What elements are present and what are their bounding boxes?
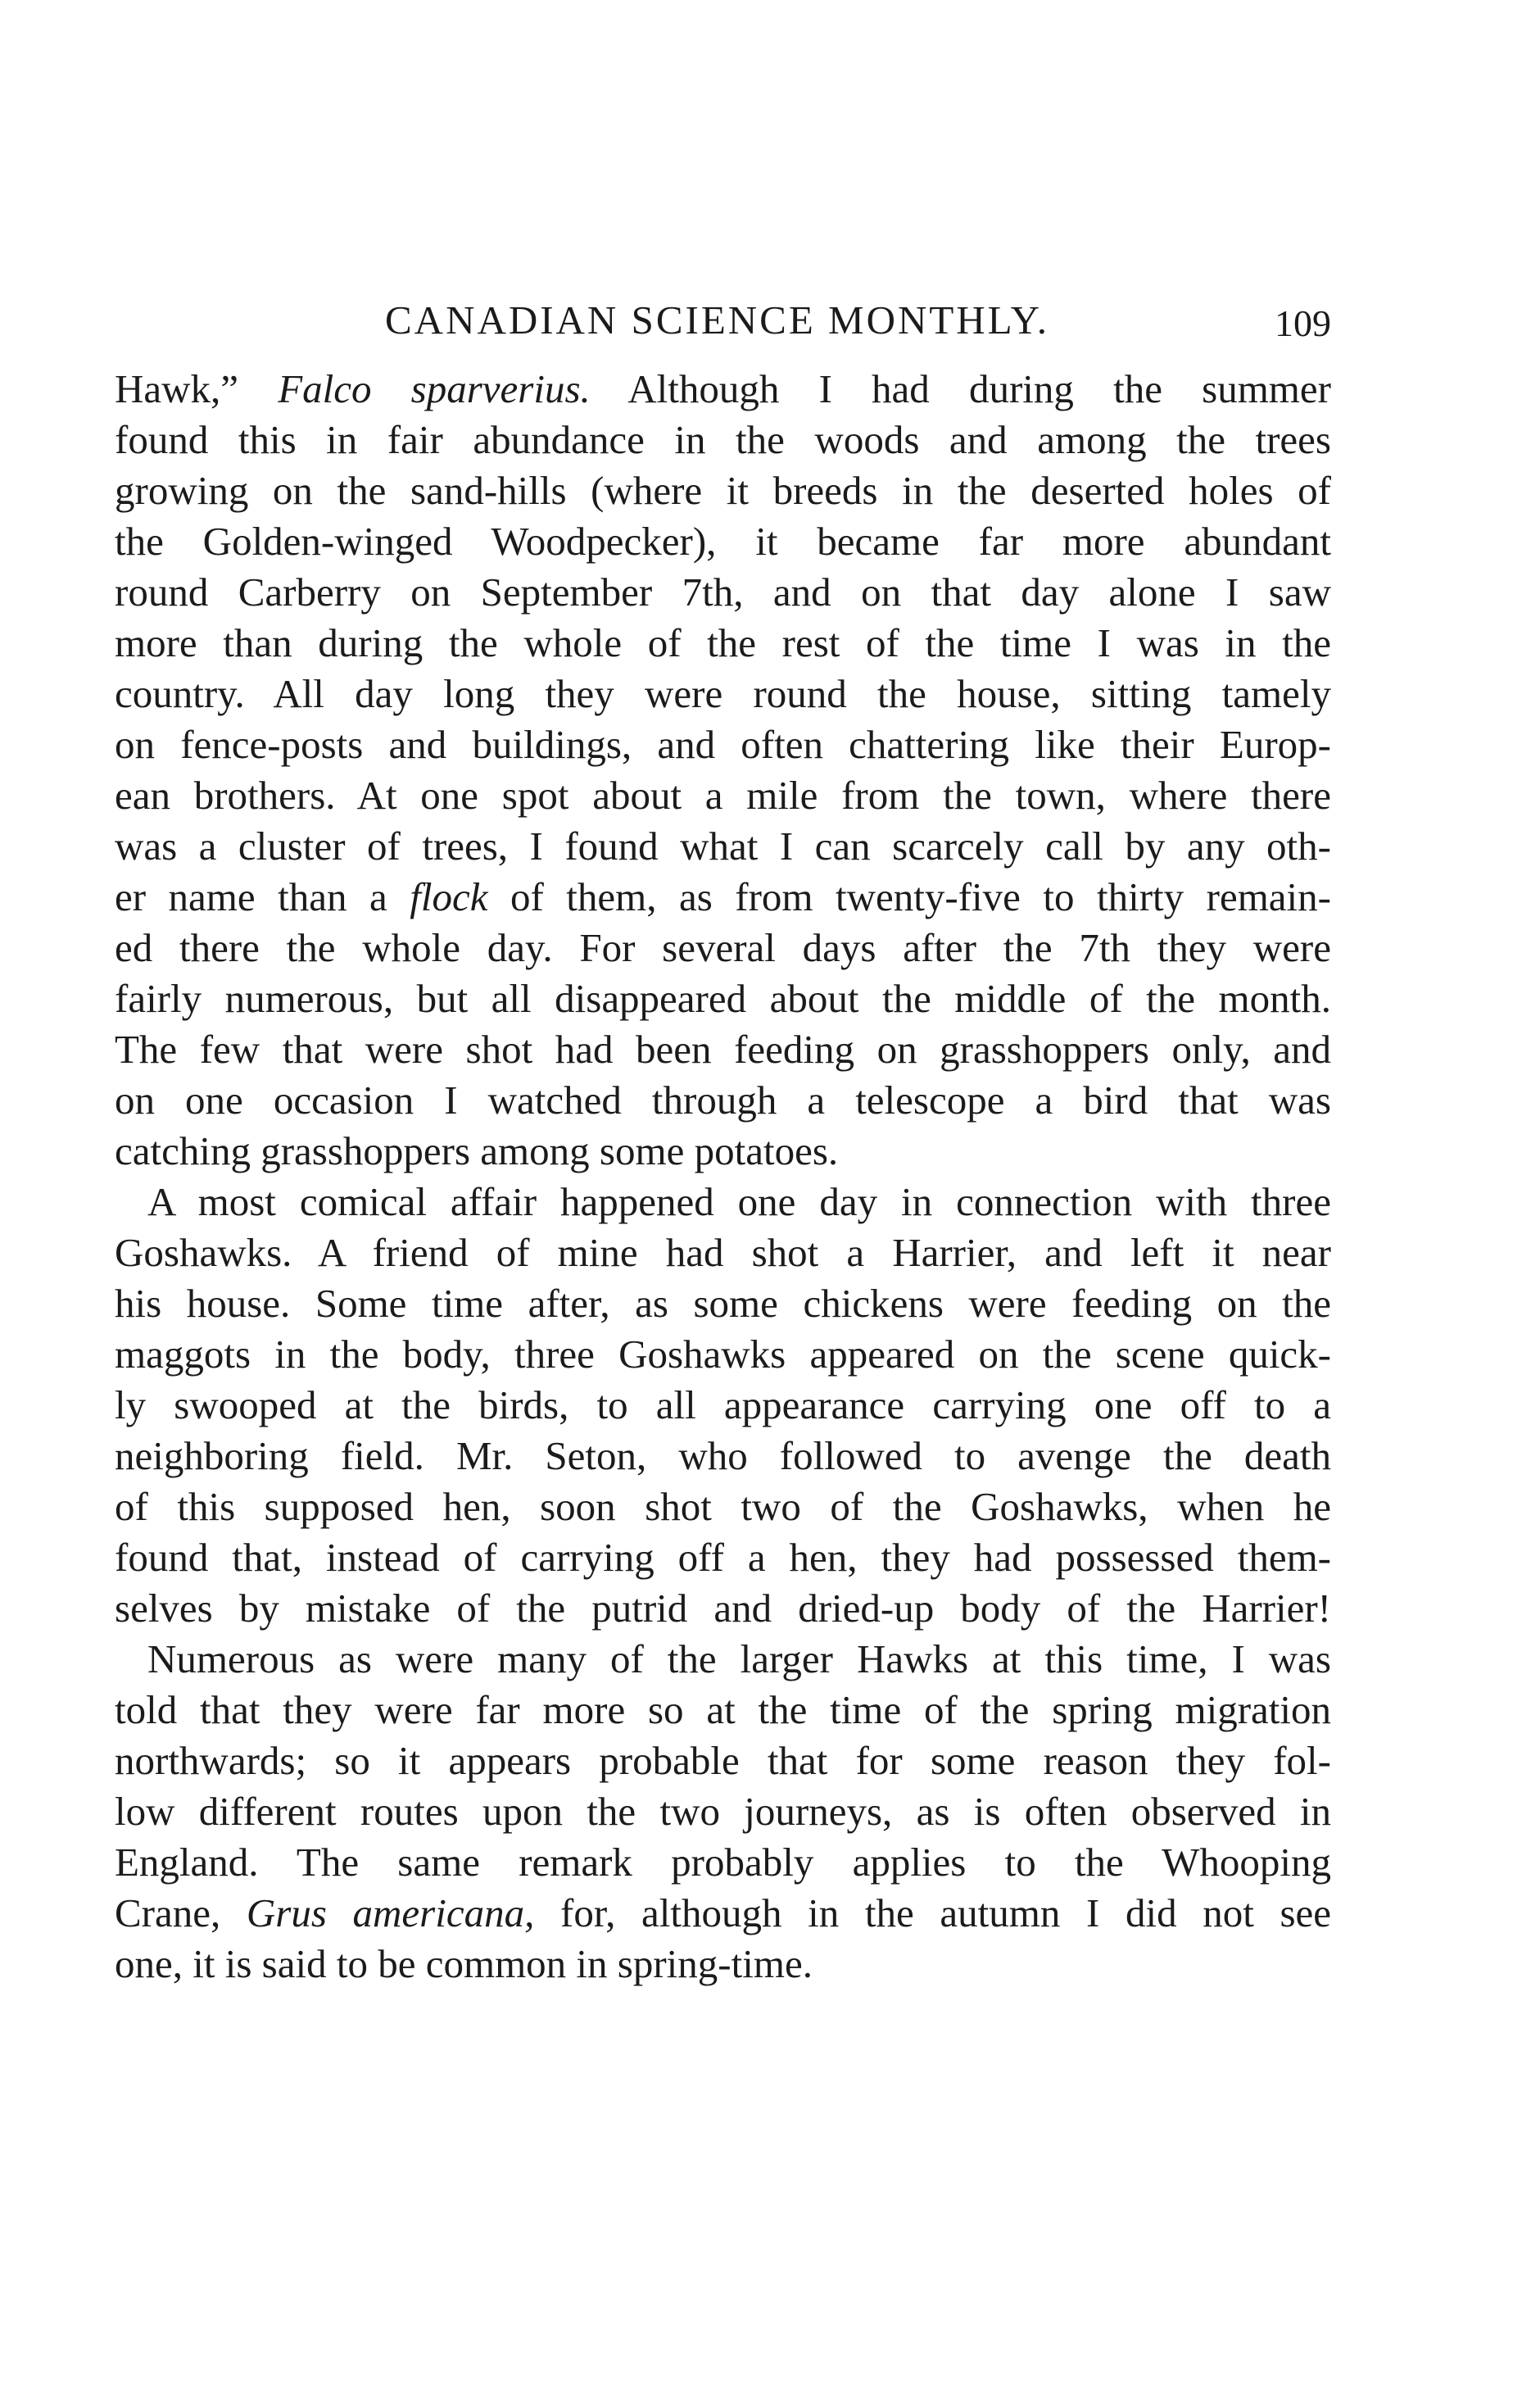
text-line: round Carberry on September 7th, and on that day alone I saw xyxy=(115,569,1331,615)
italic-species-name: Falco sparverius. xyxy=(278,366,591,411)
text-line: The few that were shot had been feeding on grasshoppers only, and xyxy=(115,1027,1331,1072)
text-line: the Golden-winged Woodpecker), it became far more abundant xyxy=(115,519,1331,564)
text-line: ly swooped at the birds, to all appearance carrying one off to a xyxy=(115,1382,1331,1427)
italic-species-name: Grus americana, xyxy=(246,1890,535,1935)
text-line: Hawk,” Falco sparverius. Although I had during the summer xyxy=(115,366,1331,411)
text-line: growing on the sand-hills (where it breeds in the deserted holes of xyxy=(115,468,1331,513)
italic-emphasis: flock xyxy=(410,874,488,919)
text-line: found that, instead of carrying off a hen, they had possessed them- xyxy=(115,1535,1331,1580)
text-line: more than during the whole of the rest of the time I was in the xyxy=(115,620,1331,665)
text-line: on one occasion I watched through a telescope a bird that was xyxy=(115,1078,1331,1123)
text-line: catching grasshoppers among some potatoes. xyxy=(115,1128,839,1173)
text-line: low different routes upon the two journeys, as is often observed in xyxy=(115,1789,1331,1834)
page-number: 109 xyxy=(1275,302,1331,344)
text-line: was a cluster of trees, I found what I can scarcely call by any oth- xyxy=(115,823,1331,869)
text-line: ean brothers. At one spot about a mile from the town, where there xyxy=(115,773,1331,818)
journal-title: CANADIAN SCIENCE MONTHLY. xyxy=(385,297,1050,343)
text-line: ed there the whole day. For several days after the 7th they were xyxy=(115,925,1331,970)
text-line: selves by mistake of the putrid and dried-up body of the Harrier! xyxy=(115,1586,1331,1631)
running-head xyxy=(385,297,1368,354)
text-line: country. All day long they were round the house, sitting tamely xyxy=(115,671,1331,716)
text-line: Goshawks. A friend of mine had shot a Harrier, and left it near xyxy=(115,1230,1331,1275)
text-line: northwards; so it appears probable that for some reason they fol- xyxy=(115,1738,1331,1783)
text-line: one, it is said to be common in spring-time. xyxy=(115,1941,813,1986)
text-line: A most comical affair happened one day in connection with three xyxy=(147,1179,1331,1224)
text-line: of this supposed hen, soon shot two of the Goshawks, when he xyxy=(115,1484,1331,1529)
text-line: on fence-posts and buildings, and often chattering like their Europ- xyxy=(115,722,1331,767)
text-line: told that they were far more so at the time of the spring migration xyxy=(115,1687,1331,1732)
text-line: found this in fair abundance in the woods and among the trees xyxy=(115,417,1331,462)
text-line: fairly numerous, but all disappeared about the middle of the month. xyxy=(115,976,1331,1021)
text-line: Crane, Grus americana, for, although in the autumn I did not see xyxy=(115,1890,1332,1935)
text-line: Numerous as were many of the larger Hawks at this time, I was xyxy=(147,1636,1331,1681)
text-line: his house. Some time after, as some chickens were feeding on the xyxy=(115,1281,1331,1326)
text-line: maggots in the body, three Goshawks appeared on the scene quick- xyxy=(115,1332,1331,1377)
text-line: er name than a flock of them, as from twenty-five to thirty remain- xyxy=(115,874,1331,919)
text-line: England. The same remark probably applies to the Whooping xyxy=(115,1840,1331,1885)
text-line: neighboring field. Mr. Seton, who followed to avenge the death xyxy=(115,1433,1331,1478)
